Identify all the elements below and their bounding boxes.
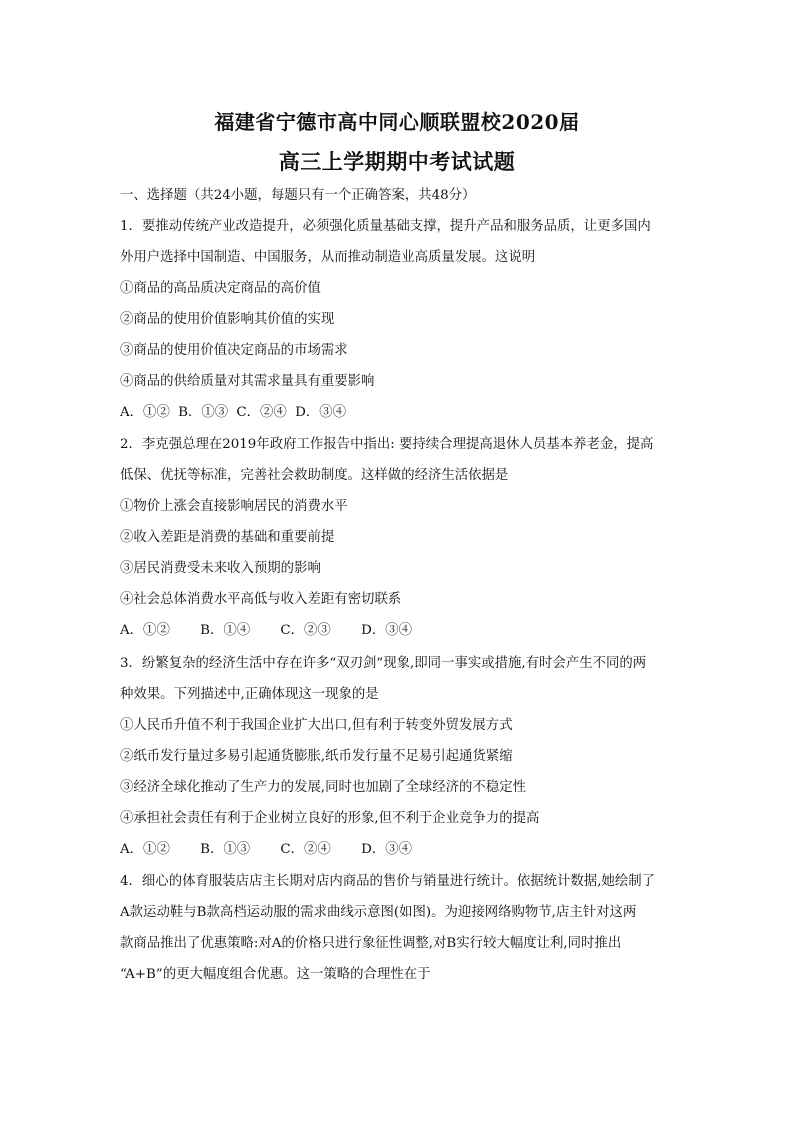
q1-statement-1: ①商品的高品质决定商品的高价值 bbox=[120, 281, 321, 296]
q1-options bbox=[120, 403, 680, 423]
q3-option-b[interactable]: B．①③ bbox=[200, 842, 251, 857]
q4-stem-line-3: 款商品推出了优惠策略:对A的价格只进行象征性调整,对B实行较大幅度让利,同时推出 bbox=[120, 936, 622, 951]
q1-statement-4: ④商品的供给质量对其需求量具有重要影响 bbox=[120, 374, 375, 389]
q3-stem-line-2: 种效果。下列描述中,正确体现这一现象的是 bbox=[120, 687, 379, 702]
q1-stem-line-2: 外用户选择中国制造、中国服务，从而推动制造业高质量发展。这说明 bbox=[120, 250, 536, 265]
exam-title: 福建省宁德市高中同心顺联盟校2020届 bbox=[214, 110, 580, 134]
q4-stem-line-1: 4．细心的体育服装店店主长期对店内商品的售价与销量进行统计。依据统计数据,她绘制了 bbox=[120, 874, 656, 889]
q3-option-a[interactable]: A．①② bbox=[120, 842, 170, 857]
q1-option-b[interactable]: B．①③ bbox=[178, 405, 229, 420]
q2-option-d[interactable]: D．③④ bbox=[361, 623, 412, 638]
q3-stem-line-1: 3．纷繁复杂的经济生活中存在许多“双刃剑”现象,即同一事实或措施,有时会产生不同的两 bbox=[120, 656, 647, 671]
q3-options bbox=[120, 840, 680, 860]
q4-stem-line-2: A款运动鞋与B款高档运动服的需求曲线示意图(如图)。为迎接网络购物节,店主针对这两 bbox=[120, 905, 637, 920]
exam-subtitle: 高三上学期期中考试试题 bbox=[278, 149, 516, 174]
q1-option-d[interactable]: D．③④ bbox=[295, 405, 346, 420]
q3-statement-2: ②纸币发行量过多易引起通货膨胀,纸币发行量不足易引起通货紧缩 bbox=[120, 749, 513, 764]
q3-statement-3: ③经济全球化推动了生产力的发展,同时也加剧了全球经济的不稳定性 bbox=[120, 780, 526, 795]
q2-option-a[interactable]: A．①② bbox=[120, 623, 170, 638]
q4-stem-line-4: “A+B”的更大幅度组合优惠。这一策略的合理性在于 bbox=[120, 967, 431, 982]
q3-option-d[interactable]: D．③④ bbox=[361, 842, 412, 857]
section-heading: 一、选择题（共24小题，每题只有一个正确答案，共48分） bbox=[120, 188, 476, 203]
q3-statement-1: ①人民币升值不利于我国企业扩大出口,但有利于转变外贸发展方式 bbox=[120, 718, 513, 733]
q1-option-c[interactable]: C．②④ bbox=[236, 405, 287, 420]
q2-options bbox=[120, 621, 680, 641]
q3-option-c[interactable]: C．②④ bbox=[280, 842, 331, 857]
q1-stem-line-1: 1．要推动传统产业改造提升，必须强化质量基础支撑，提升产品和服务品质，让更多国内 bbox=[120, 219, 651, 234]
q1-statement-2: ②商品的使用价值影响其价值的实现 bbox=[120, 312, 335, 327]
q1-statement-3: ③商品的使用价值决定商品的市场需求 bbox=[120, 343, 348, 358]
q2-statement-2: ②收入差距是消费的基础和重要前提 bbox=[120, 530, 335, 545]
q1-option-a[interactable]: A．①② bbox=[120, 405, 170, 420]
q2-option-c[interactable]: C．②③ bbox=[280, 623, 331, 638]
q2-statement-4: ④社会总体消费水平高低与收入差距有密切联系 bbox=[120, 592, 402, 607]
q2-option-b[interactable]: B．①④ bbox=[200, 623, 251, 638]
q2-statement-1: ①物价上涨会直接影响居民的消费水平 bbox=[120, 499, 348, 514]
q3-statement-4: ④承担社会责任有利于企业树立良好的形象,但不利于企业竞争力的提高 bbox=[120, 811, 540, 826]
q2-statement-3: ③居民消费受未来收入预期的影响 bbox=[120, 561, 321, 576]
q2-stem-line-1: 2．李克强总理在2019年政府工作报告中指出: 要持续合理提高退休人员基本养老金，提高 bbox=[120, 437, 654, 452]
q2-stem-line-2: 低保、优抚等标准，完善社会救助制度。这样做的经济生活依据是 bbox=[120, 468, 509, 483]
